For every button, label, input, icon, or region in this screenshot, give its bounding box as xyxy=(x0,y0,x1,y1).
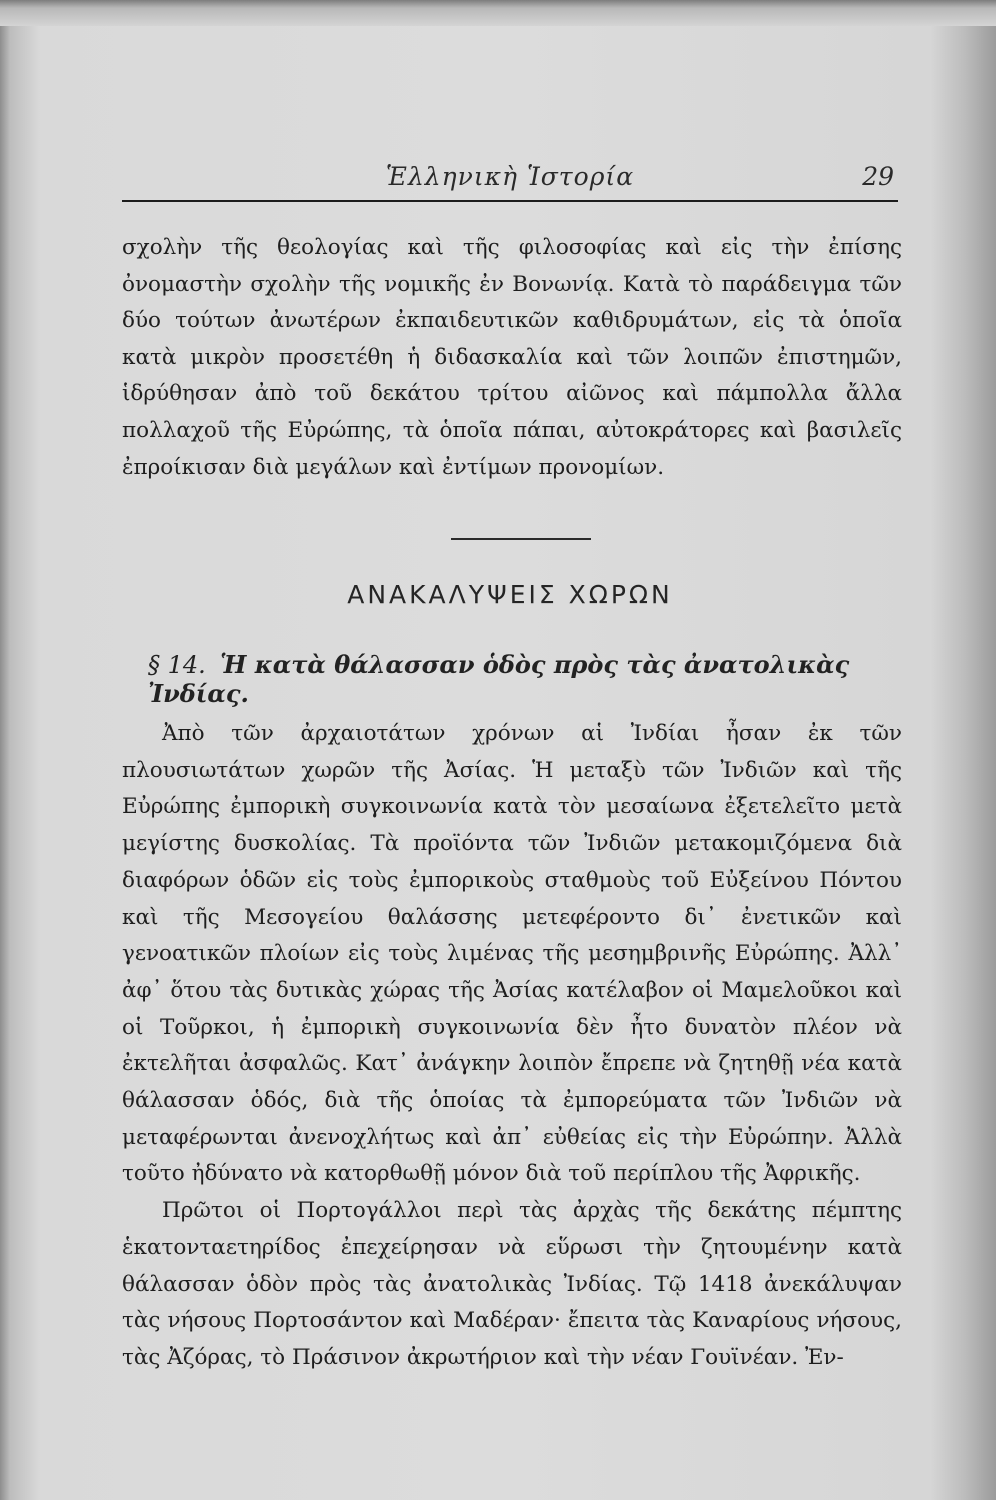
continued-paragraph-block xyxy=(122,230,902,486)
subsection-heading xyxy=(148,650,908,708)
continued-paragraph: σχολὴν τῆς θεολογίας καὶ τῆς φιλοσοφίας καὶ εἰς τὴν ἐπίσης ὀνομαστὴν σχολὴν τῆς νομικῆς ἐν Βονωνίᾳ. Κατὰ τὸ παράδειγμα τῶν δύο τούτων ἀνωτέρων ἐκπαιδευτικῶν καθιδρυμάτων, εἰς τὰ ὁποῖα κατὰ μικρὸν προσετέθη ἡ διδασκαλία καὶ τῶν λοιπῶν ἐπιστημῶν, ἱδρύθησαν ἀπὸ τοῦ δεκάτου τρίτου αἰῶνος καὶ πάμπολλα ἄλλα πολλαχοῦ τῆς Εὐρώπης, τὰ ὁποῖα πάπαι, αὐτοκράτορες καὶ βασιλεῖς ἐπροίκισαν διὰ μεγάλων καὶ ἐντίμων προνομίων. xyxy=(122,235,902,480)
section-divider xyxy=(451,538,591,540)
page-number: 29 xyxy=(862,162,894,191)
body-text-block xyxy=(122,716,902,1377)
body-paragraph-1: Ἀπὸ τῶν ἀρχαιοτάτων χρόνων αἱ Ἰνδίαι ἦσαν ἐκ τῶν πλουσιωτάτων χωρῶν τῆς Ἀσίας. Ἡ μεταξὺ τῶν Ἰνδιῶν καὶ τῆς Εὐρώπης ἐμπορικὴ συγκοινωνία κατὰ τὸν μεσαίωνα ἐξετελεῖτο μετὰ μεγίστης δυσκολίας. Τὰ προϊόντα τῶν Ἰνδιῶν μετακομιζόμενα διὰ διαφόρων ὁδῶν εἰς τοὺς ἐμπορικοὺς σταθμοὺς τοῦ Εὐξείνου Πόντου καὶ τῆς Μεσογείου θαλάσσης μετεφέροντο δι᾽ ἐνετικῶν καὶ γενοατικῶν πλοίων εἰς τοὺς λιμένας τῆς μεσημβρινῆς Εὐρώπης. Ἀλλ᾽ ἀφ᾽ ὅτου τὰς δυτικὰς χώρας τῆς Ἀσίας κατέλαβον οἱ Μαμελοῦκοι καὶ οἱ Τοῦρκοι, ἡ ἐμπορικὴ συγκοινωνία δὲν ἦτο δυνατὸν πλέον νὰ ἐκτελῆται ἀσφαλῶς. Κατ᾽ ἀνάγκην λοιπὸν ἔπρεπε νὰ ζητηθῇ νέα κατὰ θάλασσαν ὁδός, διὰ τῆς ὁποίας τὰ ἐμπορεύματα τῶν Ἰνδιῶν νὰ μεταφέρωνται ἀνενοχλήτως καὶ ἀπ᾽ εὐθείας εἰς τὴν Εὐρώπην. Ἀλλὰ τοῦτο ἠδύνατο νὰ κατορθωθῇ μόνον διὰ τοῦ περίπλου τῆς Ἀφρικῆς. xyxy=(122,721,902,1187)
running-head xyxy=(122,160,898,202)
running-title: Ἑλληνικὴ Ἱστορία xyxy=(385,162,635,191)
body-paragraph-2: Πρῶτοι οἱ Πορτογάλλοι περὶ τὰς ἀρχὰς τῆς δεκάτης πέμπτης ἑκατονταετηρίδος ἐπεχείρησαν νὰ εὕρωσι τὴν ζητουμένην κατὰ θάλασσαν ὁδὸν πρὸς τὰς ἀνατολικὰς Ἰνδίας. Τῷ 1418 ἀνεκάλυψαν τὰς νήσους Πορτοσάντον καὶ Μαδέραν· ἔπειτα τὰς Καναρίους νήσους, τὰς Ἀζόρας, τὸ Πράσινον ἀκρωτήριον καὶ τὴν νέαν Γουϊνέαν. Ἐν- xyxy=(122,1198,902,1370)
subsection-title: Ἡ κατὰ θάλασσαν ὁδὸς πρὸς τὰς ἀνατολικὰς Ἰνδίας. xyxy=(148,650,850,708)
section-heading: ΑΝΑΚΑΛΥΨΕΙΣ ΧΩΡΩΝ xyxy=(347,580,673,609)
page-top-edge xyxy=(0,0,996,26)
subsection-number: § 14. xyxy=(148,651,206,679)
